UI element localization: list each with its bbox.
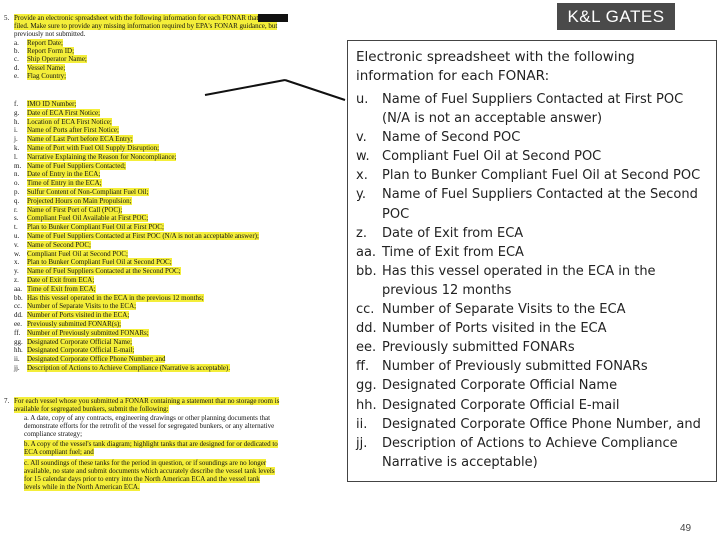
document-item-label: u. <box>14 232 20 240</box>
document-item-label: ff. <box>14 328 21 337</box>
document-item-label: ii. <box>14 355 20 364</box>
document-item-text: Description of Actions to Achieve Compliance (Narrative is acceptable). <box>27 364 231 372</box>
document-item-label: hh. <box>14 346 23 355</box>
q7-item-c-1: c. All soundings of these tanks for the period in question, or if soundings are no longer <box>24 459 267 467</box>
document-item-label: dd. <box>14 311 23 320</box>
document-item-text: Has this vessel operated in the ECA in the previous 12 months; <box>27 293 204 302</box>
panel-list-item <box>356 185 712 223</box>
panel-list-item <box>356 147 712 166</box>
panel-item-label: y. <box>356 187 366 203</box>
document-item-label: y. <box>14 267 19 276</box>
panel-item-label: x. <box>356 168 368 184</box>
pointer-line-right <box>285 80 345 100</box>
panel-list-item <box>356 128 712 147</box>
question-7-line-2: available for segregated bunkers, submit the following: <box>14 405 169 413</box>
question-5-line-1: Provide an electronic spreadsheet with the following information for each FONAR that <box>14 14 288 22</box>
panel-item-text: Time of Exit from ECA <box>382 244 524 260</box>
document-item-text: Time of Entry in the ECA; <box>27 179 102 188</box>
document-item-text: Projected Hours on Main Propulsion; <box>27 196 132 205</box>
document-item-text: Report Form ID; <box>27 47 75 56</box>
document-item-label: e. <box>14 71 19 80</box>
document-item-text: Ship Operator Name; <box>27 55 87 64</box>
q7-item-a-1: a. A date, copy of any contracts, engineering drawings or other planning documents that <box>24 414 271 422</box>
panel-item-text: Number of Separate Visits to the ECA <box>382 302 626 318</box>
document-item-text: Compliant Fuel Oil Available at First POC; <box>27 214 149 223</box>
pointer-line-left <box>205 80 285 95</box>
q7-item-b-1: b. A copy of the vessel's tank diagram; highlight tanks that are designed for or dedicated to <box>24 440 278 448</box>
q7-item-c-4: levels while in the North American ECA. <box>24 483 140 491</box>
panel-item-text: Date of Exit from ECA <box>382 225 524 241</box>
document-item-label: z. <box>14 276 19 284</box>
panel-item-label: hh. <box>356 397 377 413</box>
document-item-text: Report Date; <box>27 39 63 47</box>
panel-list-item <box>356 376 712 395</box>
panel-item-text: Number of Ports visited in the ECA <box>382 321 607 337</box>
panel-item-text: Name of Second POC <box>382 130 521 146</box>
document-item-label: p. <box>14 188 20 196</box>
document-item-text: Sulfur Content of Non-Compliant Fuel Oil; <box>27 188 149 196</box>
panel-item-text: Designated Corporate Official E-mail <box>382 397 620 413</box>
document-item-label: f. <box>14 100 19 108</box>
document-item-label: bb. <box>14 293 23 302</box>
panel-item-label: cc. <box>356 302 375 318</box>
panel-item-label: jj. <box>356 435 368 451</box>
document-item-label: d. <box>14 63 20 72</box>
document-item-text: Name of Fuel Suppliers Contacted; <box>27 161 126 170</box>
panel-item-label: aa. <box>356 244 377 260</box>
panel-item-label: v. <box>356 130 367 146</box>
document-item-text: Plan to Bunker Compliant Fuel Oil at First POC; <box>27 223 164 232</box>
q7-item-c-2: available, no state and submit documents which accurately describe the vessel tank levels <box>24 467 275 475</box>
document-item-text: Name of Ports after First Notice; <box>27 126 119 135</box>
document-item-text: Designated Corporate Office Phone Number; and <box>27 355 166 364</box>
panel-list-item <box>356 396 712 415</box>
document-item-label: jj. <box>14 364 20 372</box>
panel-list-item <box>356 262 712 300</box>
document-item-text: Number of Ports visited in the ECA; <box>27 311 130 320</box>
document-item-text: Compliant Fuel Oil at Second POC; <box>27 249 128 258</box>
q7-item-a-2: demonstrate efforts for the retrofit of the vessel for segregated bunkers, or any alternative <box>24 422 275 430</box>
document-item-label: g. <box>14 108 20 117</box>
document-item-text: Vessel Name; <box>27 63 66 72</box>
panel-list-item <box>356 90 712 128</box>
document-item-label: t. <box>14 223 18 232</box>
panel-item-label: bb. <box>356 263 377 279</box>
panel-item-text: Previously submitted FONARs <box>382 340 575 356</box>
document-item-label: q. <box>14 196 20 205</box>
panel-list-item <box>356 224 712 243</box>
document-item-text: Name of Second POC; <box>27 240 91 249</box>
panel-list-item <box>356 357 712 376</box>
question-7-number: 7. <box>4 397 10 405</box>
document-item-text: Designated Corporate Official E-mail; <box>27 346 135 355</box>
document-item-text: Number of Previously submitted FONARs; <box>27 328 149 337</box>
panel-item-text: Designated Corporate Office Phone Number, and <box>382 416 701 432</box>
document-item-text: Designated Corporate Official Name; <box>27 337 133 346</box>
panel-list-item <box>356 338 712 357</box>
panel-list-item <box>356 166 712 185</box>
document-item-label: i. <box>14 126 18 135</box>
document-item-text: Name of Last Port before ECA Entry; <box>27 135 133 144</box>
q7-item-a-3: compliance strategy; <box>24 430 83 438</box>
document-item-text: Name of Port with Fuel Oil Supply Disruption; <box>27 144 160 152</box>
document-item-text: Flag Country; <box>27 71 67 80</box>
panel-item-text: Has this vessel operated in the ECA in the previous 12 months <box>382 263 656 298</box>
panel-item-text: Number of Previously submitted FONARs <box>382 359 648 375</box>
panel-item-label: z. <box>356 225 367 241</box>
q7-item-c-3: for 15 calendar days prior to entry into the North American ECA and the vessel tank <box>24 475 260 483</box>
document-item-label: j. <box>14 135 18 144</box>
document-item-text: Date of Entry in the ECA; <box>27 170 101 179</box>
panel-item-text: Description of Actions to Achieve Compliance Narrative is acceptable) <box>382 435 678 470</box>
document-item-text: Plan to Bunker Compliant Fuel Oil at Second POC; <box>27 258 172 267</box>
document-item-text: Time of Exit from ECA; <box>27 284 96 293</box>
question-5-line-2: filed. Make sure to provide any missing information required by EPA's FONAR guidance, but <box>14 22 278 30</box>
document-item-label: s. <box>14 214 19 223</box>
question-7-line-1: For each vessel whose you submitted a FONAR containing a statement that no storage room is <box>14 397 280 405</box>
document-item-label: m. <box>14 161 22 170</box>
panel-item-label: ff. <box>356 359 370 375</box>
question-5-line-3: previously not submitted. <box>14 30 86 38</box>
document-item-label: r. <box>14 205 18 214</box>
panel-item-text: Name of Fuel Suppliers Contacted at the Second POC <box>382 187 698 222</box>
document-item-text: Narrative Explaining the Reason for Noncompliance; <box>27 152 177 161</box>
kl-gates-logo: K&L GATES <box>557 3 675 30</box>
document-item-label: l. <box>14 152 18 161</box>
panel-item-label: w. <box>356 149 370 165</box>
panel-item-text: Designated Corporate Official Name <box>382 378 618 394</box>
document-item-label: v. <box>14 240 19 249</box>
document-item-text: Number of Separate Visits to the ECA; <box>27 302 137 311</box>
panel-item-text: Compliant Fuel Oil at Second POC <box>382 149 602 165</box>
q7-item-b-2: ECA compliant fuel; and <box>24 448 94 456</box>
callout-panel <box>347 40 717 482</box>
panel-list-item <box>356 300 712 319</box>
document-item-text: Name of First Port of Call (POC); <box>27 205 123 214</box>
panel-item-label: gg. <box>356 378 377 394</box>
document-item-label: ee. <box>14 320 22 328</box>
question-5-number: 5. <box>4 14 10 22</box>
document-item-label: x. <box>14 258 20 267</box>
panel-item-label: u. <box>356 92 369 107</box>
document-item-label: gg. <box>14 337 23 346</box>
panel-item-label: ee. <box>356 340 377 356</box>
panel-intro: Electronic spreadsheet with the following information for each FONAR: <box>356 49 635 84</box>
panel-list-item <box>356 243 712 262</box>
panel-item-label: dd. <box>356 321 377 337</box>
panel-list-item <box>356 415 712 434</box>
document-item-label: h. <box>14 117 20 126</box>
document-item-text: Name of Fuel Suppliers Contacted at First POC (N/A is not an acceptable answer); <box>27 232 259 240</box>
document-item-text: Location of ECA First Notice; <box>27 117 112 126</box>
document-item-label: aa. <box>14 284 22 293</box>
panel-item-label: ii. <box>356 416 368 432</box>
document-item-label: b. <box>14 47 20 56</box>
document-item-label: n. <box>14 170 20 179</box>
document-item-label: c. <box>14 55 19 64</box>
document-item-label: a. <box>14 39 19 47</box>
document-item-text: Date of Exit from ECA; <box>27 276 95 284</box>
document-item-label: w. <box>14 249 21 258</box>
document-item-label: cc. <box>14 302 22 311</box>
page-number: 49 <box>680 523 692 534</box>
document-item-label: k. <box>14 144 20 152</box>
panel-list <box>356 90 712 472</box>
panel-list-item <box>356 434 712 472</box>
panel-item-text: Plan to Bunker Compliant Fuel Oil at Second POC <box>382 168 701 184</box>
document-item-text: Name of Fuel Suppliers Contacted at the Second POC; <box>27 267 181 276</box>
document-item-text: Date of ECA First Notice; <box>27 108 101 117</box>
document-item-text: IMO ID Number; <box>27 100 77 108</box>
document-item-label: o. <box>14 179 20 188</box>
panel-item-text: Name of Fuel Suppliers Contacted at First POC (N/A is not an acceptable answer) <box>382 92 684 127</box>
document-item-text: Previously submitted FONAR(s); <box>27 320 122 328</box>
panel-list-item <box>356 319 712 338</box>
